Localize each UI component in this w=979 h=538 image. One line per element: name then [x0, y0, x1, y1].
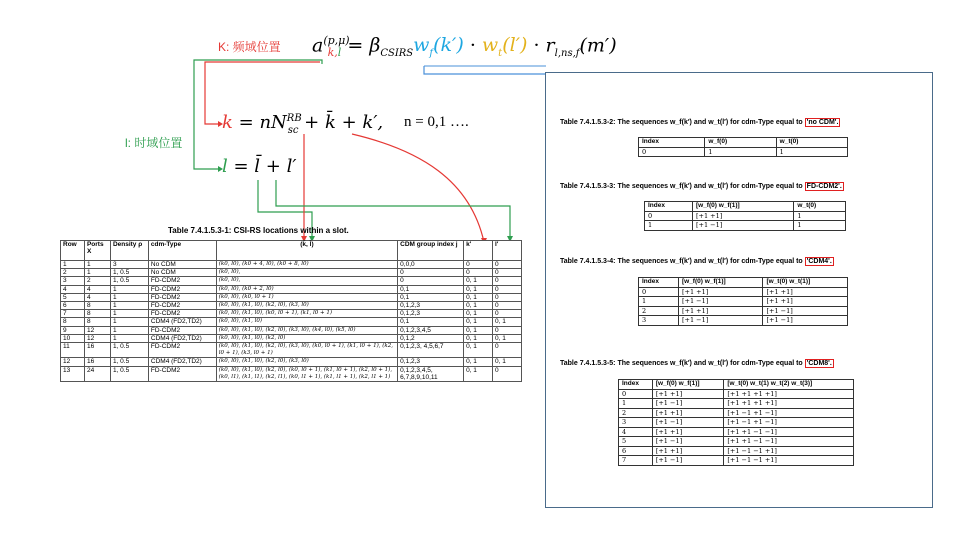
table-cell: 0,1,2,3, 4,5,6,7: [398, 343, 464, 358]
table-cell: 0, 1: [464, 343, 493, 358]
table-header-row: [619, 380, 854, 390]
table-cell: 4: [84, 285, 110, 293]
table-cell: (k0, l0), (k1, l0), (k2, l0), (k3, l0), (k4, l0), (k5, l0): [216, 326, 397, 334]
table-cell: (k0, l0), (k0, l0 + 1): [216, 293, 397, 301]
table-cell: 0,1,2: [398, 334, 464, 342]
table-row: [61, 293, 522, 301]
table-cell: 4: [619, 427, 653, 437]
table-cell: 1: [110, 285, 148, 293]
table-row: [639, 306, 848, 316]
table-cell: 1: [110, 302, 148, 310]
table-cell: CDM4 (FD2,TD2): [148, 334, 216, 342]
table-cell: (k0, l0), (k1, l0): [216, 318, 397, 326]
table-2-title: Table 7.4.1.5.3-2: The sequences w_f(k′) and w_t(l′) for cdm-Type equal to 'no CDM'.: [560, 119, 839, 126]
table-cell: 1: [61, 261, 85, 269]
table-cell: [+1 +1]: [692, 211, 793, 221]
table-cell: [+1 +1]: [763, 287, 848, 297]
table-cell: 0: [639, 287, 679, 297]
table-cell: 0,1,2,3: [398, 358, 464, 366]
col-header: CDM group index j: [398, 241, 464, 261]
table-cell: 11: [61, 343, 85, 358]
table-cell: 16: [84, 358, 110, 366]
table-cell: 0: [619, 389, 653, 399]
table-cell: 16: [84, 343, 110, 358]
col-header: Density ρ: [110, 241, 148, 261]
table-cell: 1: [110, 318, 148, 326]
table-cell: [+1 +1]: [652, 446, 724, 456]
table-cell: 0,1,2,3: [398, 302, 464, 310]
table-cell: [+1 −1]: [652, 399, 724, 409]
table-cell: 8: [84, 302, 110, 310]
table-5-title: Table 7.4.1.5.3-5: The sequences w_f(k′) and w_t(l′) for cdm-Type equal to 'CDM8'.: [560, 360, 832, 367]
table-cell: FD-CDM2: [148, 293, 216, 301]
table-cell: [+1 +1 −1 −1]: [724, 437, 854, 447]
table-cell: 12: [84, 334, 110, 342]
weights-panel: [545, 72, 933, 508]
table-cell: 2: [639, 306, 679, 316]
table-cell: [+1 −1]: [678, 297, 763, 307]
table-cell: FD-CDM2: [148, 277, 216, 285]
table-cell: 3: [110, 261, 148, 269]
table-cell: 0: [639, 147, 705, 157]
l-domain-label: l: 时域位置: [125, 136, 183, 150]
table-cell: 1: [794, 221, 846, 231]
table-cell: CDM4 (FD2,TD2): [148, 318, 216, 326]
table-cell: 0, 1: [464, 285, 493, 293]
table-row: [61, 366, 522, 381]
col-header: [w_f(0) w_f(1)]: [692, 202, 793, 212]
table-cell: [+1 −1]: [763, 316, 848, 326]
table-row: [619, 389, 854, 399]
table-cell: (k0, l0), (k1, l0), (k2, l0), (k0, l0 + 1), (k1, l0 + 1), (k2, l0 + 1), (k0, l1), (k1, l1), (k2, l1), (k0, l1 + 1), (k1, l1 + 1), (k2, l1 + 1): [216, 366, 397, 381]
table-cell: 1: [619, 399, 653, 409]
table-cell: 3: [619, 418, 653, 428]
table-row: [619, 418, 854, 428]
table-cell: [+1 −1]: [652, 418, 724, 428]
table-cell: 0, 1: [464, 334, 493, 342]
table-cell: 0, 1: [464, 326, 493, 334]
table-header-row: [645, 202, 846, 212]
table-cell: (k0, l0),: [216, 269, 397, 277]
table-cell: 4: [84, 293, 110, 301]
table-cell: 2: [61, 269, 85, 277]
table-cell: 0: [492, 310, 521, 318]
table-cell: 1: [110, 326, 148, 334]
table-row: [61, 318, 522, 326]
table-cell: 12: [61, 358, 85, 366]
table-row: [639, 297, 848, 307]
table-cell: 1, 0.5: [110, 269, 148, 277]
col-header: Index: [619, 380, 653, 390]
table-cell: 0, 1: [464, 366, 493, 381]
table-row: [61, 343, 522, 358]
table-cell: 0: [492, 293, 521, 301]
table-cell: No CDM: [148, 269, 216, 277]
table-cell: 0: [492, 302, 521, 310]
col-header: w_t(0): [794, 202, 846, 212]
table-row: [639, 316, 848, 326]
table-row: [619, 408, 854, 418]
table-cell: 24: [84, 366, 110, 381]
table-cell: [+1 +1]: [652, 427, 724, 437]
table-cell: 0, 1: [464, 310, 493, 318]
table-cell: 0, 1: [492, 358, 521, 366]
table-cell: 0: [492, 343, 521, 358]
col-header: k′: [464, 241, 493, 261]
table-cell: 0: [398, 269, 464, 277]
table-2: [638, 137, 848, 157]
table-cell: 1, 0.5: [110, 343, 148, 358]
col-header: (k̄, l̄): [216, 241, 397, 261]
table-cell: 0: [492, 269, 521, 277]
table-cell: [+1 −1]: [652, 437, 724, 447]
table-cell: 1: [639, 297, 679, 307]
table-cell: 13: [61, 366, 85, 381]
col-header: cdm-Type: [148, 241, 216, 261]
k-domain-label: K: 频域位置: [218, 40, 281, 54]
table-cell: 0,1: [398, 318, 464, 326]
csi-table-header-row: [61, 241, 522, 261]
table-cell: 1, 0.5: [110, 366, 148, 381]
table-cell: CDM4 (FD2,TD2): [148, 358, 216, 366]
table-row: [61, 269, 522, 277]
table-cell: [+1 +1]: [652, 389, 724, 399]
table-cell: [+1 +1]: [678, 306, 763, 316]
table-cell: (k0, l0), (k1, l0), (k2, l0), (k3, l0), (k0, l0 + 1), (k1, l0 + 1), (k2, l0 + 1), (k3, l0 + 1): [216, 343, 397, 358]
table-row: [61, 302, 522, 310]
table-cell: [+1 +1]: [763, 297, 848, 307]
col-header: Index: [639, 138, 705, 148]
table-cell: 1: [110, 310, 148, 318]
table-cell: 7: [619, 456, 653, 466]
table-cell: 12: [84, 326, 110, 334]
table-row: [619, 446, 854, 456]
table-cell: 8: [84, 318, 110, 326]
table-cell: [+1 −1]: [678, 316, 763, 326]
table-cell: (k0, l0), (k1, l0), (k0, l0 + 1), (k1, l0 + 1): [216, 310, 397, 318]
table-cell: 1, 0.5: [110, 358, 148, 366]
table-cell: [+1 +1]: [652, 408, 724, 418]
table-cell: 0, 1: [464, 358, 493, 366]
table-cell: 1, 0.5: [110, 277, 148, 285]
table-cell: FD-CDM2: [148, 302, 216, 310]
table-cell: [+1 −1 −1 +1]: [724, 456, 854, 466]
table-cell: 0,1,2,3: [398, 310, 464, 318]
col-header: l′: [492, 241, 521, 261]
table-cell: 0: [398, 277, 464, 285]
table-cell: 0: [492, 326, 521, 334]
table-cell: 0,1: [398, 285, 464, 293]
table-cell: 6: [61, 302, 85, 310]
table-row: [639, 147, 848, 157]
table-cell: 5: [619, 437, 653, 447]
table-row: [619, 437, 854, 447]
col-header: [w_f(0) w_f(1)]: [652, 380, 724, 390]
csi-rs-table: [60, 240, 522, 382]
table-cell: 0, 1: [464, 293, 493, 301]
col-header: [w_t(0) w_t(1)]: [763, 278, 848, 288]
kprime-curve: [352, 134, 484, 242]
table-cell: FD-CDM2: [148, 310, 216, 318]
table-cell: FD-CDM2: [148, 285, 216, 293]
table-cell: (k0, l0), (k0 + 2, l0): [216, 285, 397, 293]
table-cell: [+1 −1]: [652, 456, 724, 466]
table-cell: [+1 −1 −1 +1]: [724, 446, 854, 456]
table-cell: 1: [110, 334, 148, 342]
table-cell: 7: [61, 310, 85, 318]
table-cell: 3: [639, 316, 679, 326]
table-cell: 4: [61, 285, 85, 293]
table-cell: 1: [110, 293, 148, 301]
table-cell: 0: [492, 261, 521, 269]
table-5: [618, 379, 854, 466]
table-cell: FD-CDM2: [148, 343, 216, 358]
k-formula: $k = nN^{RB}_{sc}$ + k̄ + k′,: [222, 112, 384, 136]
table-cell: (k0, l0), (k0 + 4, l0), (k0 + 8, l0): [216, 261, 397, 269]
table-3-title: Table 7.4.1.5.3-3: The sequences w_f(k′) and w_t(l′) for cdm-Type equal to FD-CDM2'.: [560, 183, 842, 190]
table-row: [645, 221, 846, 231]
col-header: [w_t(0) w_t(1) w_t(2) w_t(3)]: [724, 380, 854, 390]
table-header-row: [639, 138, 848, 148]
table-3: [644, 201, 846, 231]
table-cell: 1: [84, 261, 110, 269]
table-cell: [+1 +1 −1 −1]: [724, 427, 854, 437]
table-cell: 3: [61, 277, 85, 285]
table-cell: 0: [464, 269, 493, 277]
table-cell: 6: [619, 446, 653, 456]
table-row: [61, 310, 522, 318]
table-cell: 1: [645, 221, 693, 231]
table-row: [61, 326, 522, 334]
table-cell: No CDM: [148, 261, 216, 269]
table-cell: FD-CDM2: [148, 366, 216, 381]
table-cell: FD-CDM2: [148, 326, 216, 334]
table-cell: 0, 1: [492, 318, 521, 326]
table-cell: 0, 1: [464, 318, 493, 326]
table-cell: 0: [492, 277, 521, 285]
table-row: [639, 287, 848, 297]
col-header: Index: [639, 278, 679, 288]
main-formula: $a^{(p,\mu)}_{k,l} = \beta_{CSIRS}w_f(k') \cdot w_t(l') \cdot r_{l,ns,f}(m')$: [312, 34, 617, 60]
table-row: [619, 399, 854, 409]
table-cell: 1: [84, 269, 110, 277]
table-cell: 8: [61, 318, 85, 326]
table-cell: (k0, l0), (k1, l0), (k2, l0), (k3, l0): [216, 358, 397, 366]
table-cell: 0, 1: [464, 302, 493, 310]
table-row: [61, 261, 522, 269]
table-row: [61, 285, 522, 293]
table-cell: (k0, l0), (k1, l0), (k2, l0): [216, 334, 397, 342]
table-row: [61, 277, 522, 285]
table-cell: 0: [464, 261, 493, 269]
table-row: [61, 334, 522, 342]
col-header: [w_f(0) w_f(1)]: [678, 278, 763, 288]
table-cell: 1: [794, 211, 846, 221]
table-row: [61, 358, 522, 366]
table-cell: 0, 1: [492, 334, 521, 342]
table-cell: [+1 +1 +1 +1]: [724, 399, 854, 409]
table-cell: [+1 −1 +1 −1]: [724, 408, 854, 418]
table-cell: 0,0,0: [398, 261, 464, 269]
table-cell: 0,1: [398, 293, 464, 301]
col-header: w_f(0): [705, 138, 776, 148]
table-row: [645, 211, 846, 221]
table-cell: 0,1,2,3,4,5, 6,7,8,9,10,11: [398, 366, 464, 381]
table-cell: 8: [84, 310, 110, 318]
csi-table-title: Table 7.4.1.5.3-1: CSI-RS locations within a slot.: [168, 226, 349, 235]
table-cell: 0, 1: [464, 277, 493, 285]
table-header-row: [639, 278, 848, 288]
table-cell: (k0, l0), (k1, l0), (k2, l0), (k3, l0): [216, 302, 397, 310]
table-cell: 2: [619, 408, 653, 418]
col-header: Row: [61, 241, 85, 261]
table-cell: [+1 −1]: [763, 306, 848, 316]
n-range: n = 0,1 ….: [404, 114, 469, 130]
table-cell: 0: [492, 366, 521, 381]
table-cell: [+1 +1 +1 +1]: [724, 389, 854, 399]
table-row: [619, 427, 854, 437]
col-header: Ports X: [84, 241, 110, 261]
table-cell: [+1 −1 +1 −1]: [724, 418, 854, 428]
table-cell: 0,1,2,3,4,5: [398, 326, 464, 334]
table-cell: 5: [61, 293, 85, 301]
table-cell: 2: [84, 277, 110, 285]
table-cell: 0: [645, 211, 693, 221]
table-4: [638, 277, 848, 326]
col-header: w_t(0): [776, 138, 847, 148]
table-cell: 0: [492, 285, 521, 293]
table-cell: 10: [61, 334, 85, 342]
table-4-title: Table 7.4.1.5.3-4: The sequences w_f(k′) and w_t(l′) for cdm-Type equal to 'CDM4'.: [560, 258, 832, 265]
l-formula: l = l̄ + l′: [222, 156, 297, 177]
table-row: [619, 456, 854, 466]
table-cell: (k0, l0),: [216, 277, 397, 285]
table-cell: 9: [61, 326, 85, 334]
table-cell: [+1 +1]: [678, 287, 763, 297]
col-header: Index: [645, 202, 693, 212]
table-cell: 1: [776, 147, 847, 157]
table-cell: 1: [705, 147, 776, 157]
table-cell: [+1 −1]: [692, 221, 793, 231]
